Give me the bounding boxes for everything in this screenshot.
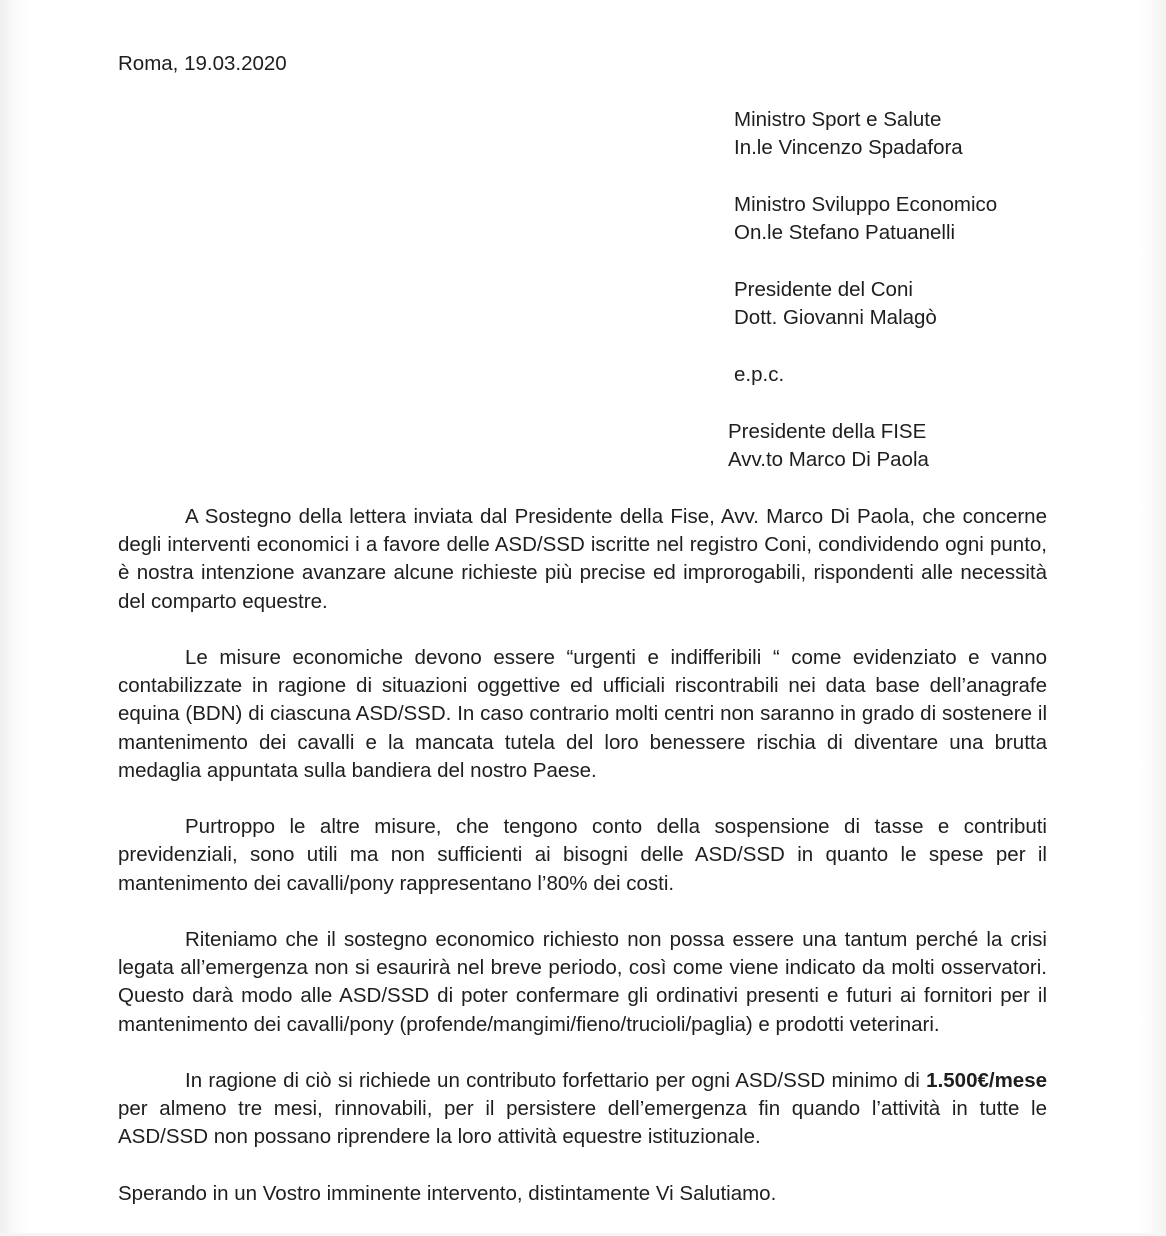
- recipient-fise-president: [728, 418, 997, 474]
- recipient-economic-minister: [734, 191, 997, 247]
- request-text-before: In ragione di ciò si richiede un contributo forfettario per ogni ASD/SSD minimo di: [185, 1069, 927, 1092]
- letter-body: [118, 503, 1047, 1236]
- letter-date: Roma, 19.03.2020: [118, 52, 287, 75]
- recipient-name: Avv.to Marco Di Paola: [728, 448, 929, 471]
- recipient-name: On.le Stefano Patuanelli: [734, 221, 956, 244]
- request-paragraph: [118, 1067, 1047, 1152]
- recipients-list: [728, 106, 998, 503]
- epc-label: e.p.c.: [734, 363, 785, 386]
- recipient-title: Presidente della FISE: [728, 420, 927, 443]
- body-paragraph-3: Purtroppo le altre misure, che tengono conto della sospensione di tasse e contributi previdenziali, sono utili ma non sufficienti ai bisogni delle ASD/SSD in quanto le spese per il mantenimento dei cavalli/pony rappresentano l’80% dei costi.: [118, 815, 1047, 895]
- recipient-sport-minister: [734, 106, 997, 162]
- recipient-coni-president: [734, 276, 997, 332]
- request-amount: 1.500€/mese: [926, 1069, 1047, 1092]
- recipient-name: In.le Vincenzo Spadafora: [734, 136, 963, 159]
- recipient-title: Ministro Sport e Salute: [734, 108, 942, 131]
- recipient-title: Presidente del Coni: [734, 278, 913, 301]
- body-paragraph-2: Le misure economiche devono essere “urgenti e indifferibili “ come evidenziato e vanno contabilizzate in ragione di situazioni oggettive ed ufficiali riscontrabili nei data base dell’anagrafe equina (BDN) di ciascuna ASD/SSD. In caso contrario molti centri non saranno in grado di sostenere il mantenimento dei cavalli e la mancata tutela del loro benessere rischia di diventare una brutta medaglia appuntata sulla bandiera del nostro Paese.: [118, 646, 1047, 782]
- request-text-after: per almeno tre mesi, rinnovabili, per il persistere dell’emergenza fin quando l’attività in tutte le ASD/SSD non possano riprendere la loro attività equestre istituzionale.: [118, 1097, 1047, 1149]
- body-paragraph-4: Riteniamo che il sostegno economico richiesto non possa essere una tantum perché la crisi legata all’emergenza non si esaurirà nel breve periodo, così come viene indicato da molti osservatori. Questo darà modo alle ASD/SSD di poter confermare gli ordinativi presenti e futuri ai fornitori per il mantenimento dei cavalli/pony (profende/mangimi/fieno/trucioli/paglia) e prodotti veterinari.: [118, 928, 1047, 1036]
- recipient-name: Dott. Giovanni Malagò: [734, 306, 937, 329]
- recipient-title: Ministro Sviluppo Economico: [734, 193, 998, 216]
- closing-line: Sperando in un Vostro imminente intervento, distintamente Vi Salutiamo.: [118, 1181, 777, 1205]
- body-paragraph-1: A Sostegno della lettera inviata dal Presidente della Fise, Avv. Marco Di Paola, che concerne degli interventi economici i a favore delle ASD/SSD iscritte nel registro Coni, condividendo ogni punto, è nostra intenzione avanzare alcune richieste più precise ed improrogabili, rispondenti alle necessità del comparto equestre.: [118, 505, 1047, 613]
